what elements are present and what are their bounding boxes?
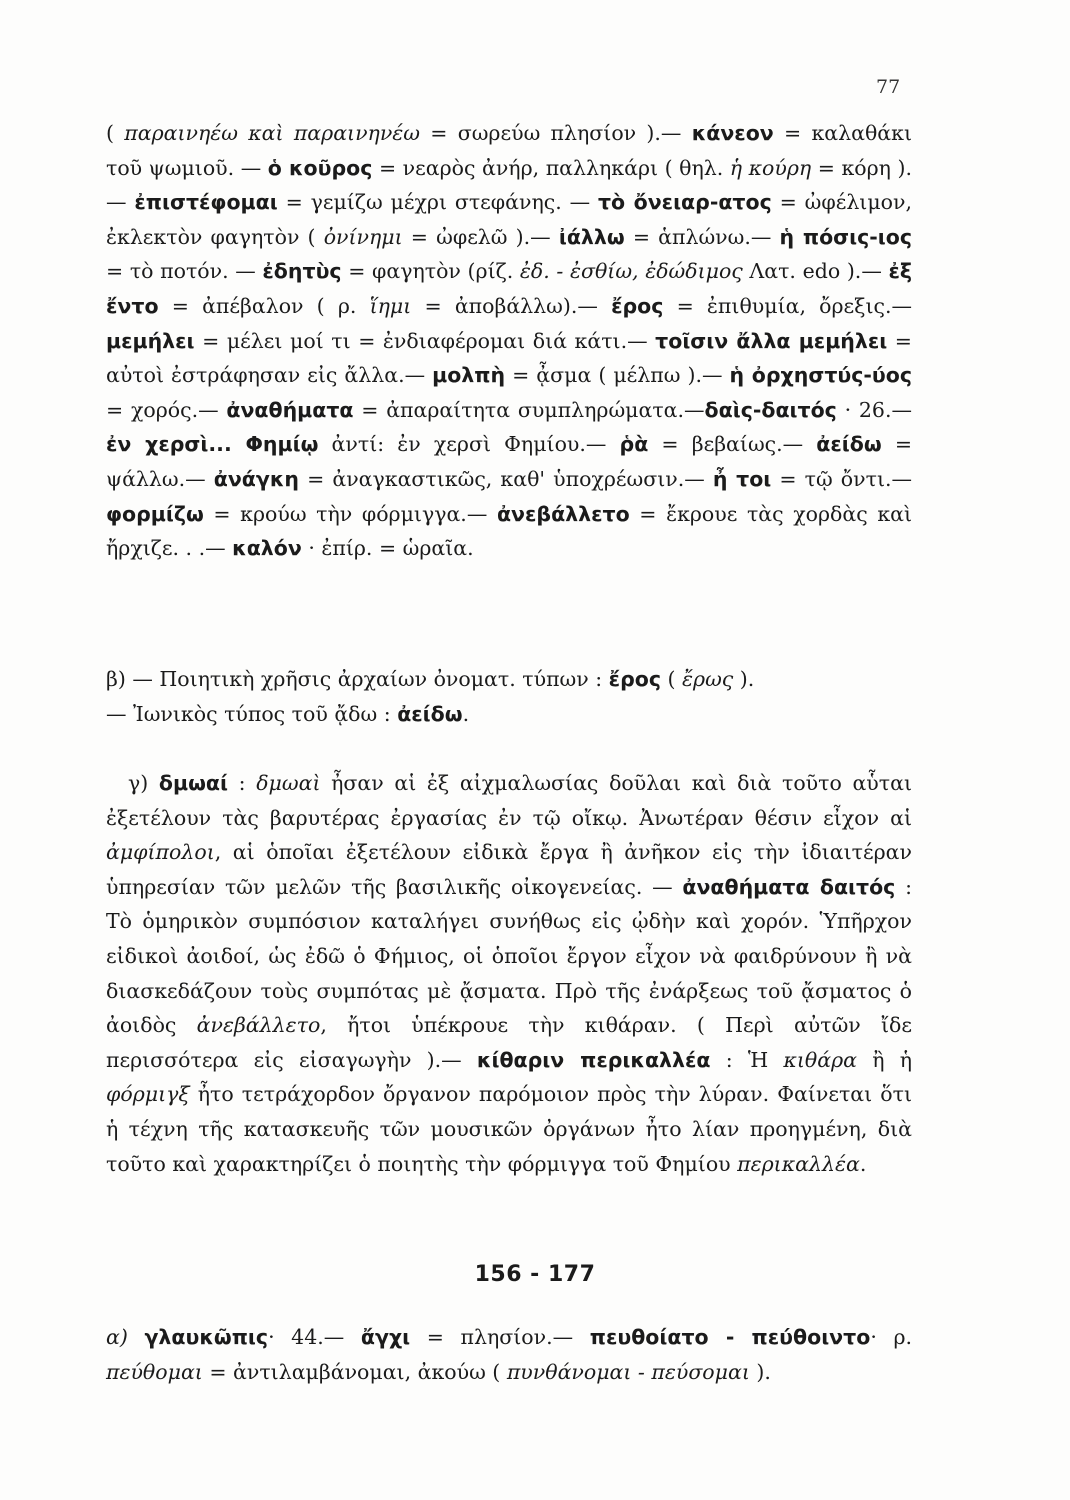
text-run: = πλησίον.—	[410, 1325, 590, 1349]
headword: τὸ ὄνειαρ-ατος	[597, 190, 772, 215]
text-run: ἢ ἡ	[856, 1047, 913, 1072]
text-run: = χορός.—	[106, 397, 227, 422]
headword: ἦ τοι	[712, 466, 772, 491]
text-run: .	[859, 1151, 867, 1176]
text-run: = ᾆσμα ( μέλπω ).—	[505, 363, 730, 388]
text-run: = ἁπλώνω.—	[624, 224, 780, 249]
headword: δμωαί	[158, 771, 228, 795]
headword: ἀείδω	[816, 432, 882, 457]
text-run: β) — Ποιητικὴ χρῆσις ἀρχαίων ὀνοματ. τύπων :	[106, 667, 609, 691]
headword: καλόν	[232, 536, 302, 561]
text-run: = μέλει μοί τι = ἐνδιαφέρομαι διά κάτι.—	[194, 328, 656, 353]
text-run: = ἀναγκαστικῶς, καθ' ὑποχρέωσιν.—	[299, 466, 713, 491]
text-run: = ἀποβάλλω).—	[411, 293, 612, 318]
headword: ἔρος	[611, 293, 664, 318]
text-run: = φαγητὸν (ρίζ.	[341, 259, 520, 284]
note-paragraph-gamma	[106, 766, 912, 1181]
italic-text: κιθάρα	[783, 1047, 857, 1072]
italic-text: πυνθάνομαι - πεύσομαι	[506, 1359, 750, 1384]
glossary-paragraph	[106, 116, 912, 566]
headword: ἐν χερσὶ... Φημίῳ	[106, 432, 319, 457]
text-run: (	[106, 121, 125, 145]
glossary-paragraph-alpha	[106, 1320, 912, 1389]
page-number: 77	[876, 76, 901, 98]
headword: ἔρος	[608, 667, 661, 691]
text-run: = κόρη ). —	[106, 155, 913, 215]
text-run: = σωρεύω πλησίον ).—	[420, 121, 692, 145]
text-run: = νεαρὸς ἀνήρ, παλληκάρι ( θηλ.	[372, 155, 730, 180]
italic-text: δμωαὶ	[256, 771, 321, 795]
headword: κίθαριν περικαλλέα	[476, 1047, 711, 1072]
italic-text: ἡ κούρη	[729, 155, 812, 180]
text-run: = τῷ ὄντι.—	[771, 466, 913, 491]
text-run: = αὐτοὶ ἐστράφησαν εἰς ἄλλα.—	[106, 328, 912, 388]
text-run: ἦτο τετράχορδον ὄργανον παρόμοιον πρὸς τὴν λύραν. Φαίνεται ὅτι ἡ τέχνη τῆς κατασκευῆς τῶν μουσικῶν ὀργάνων ἦτο λίαν προηγμένη, διὰ τοῦτο καὶ χαρακτηρίζει ὁ ποιητὴς τὴν φόρμιγγα τοῦ Φημίου	[106, 1082, 912, 1176]
headword: ἀνεβάλλετο	[496, 501, 630, 526]
headword: ἡ πόσις-ιος	[779, 224, 913, 249]
italic-text: παραινηέω καὶ παραινηνέω	[124, 121, 421, 145]
headword: μεμήλει	[106, 328, 195, 353]
italic-text: ἵημι	[369, 293, 412, 318]
text-run: = ψάλλω.—	[106, 432, 912, 491]
headword: ἀναθήματα δαιτός	[682, 874, 896, 899]
text-run: · 26.—	[836, 397, 912, 422]
headword: τοῖσιν ἄλλα μεμήλει	[655, 328, 888, 353]
headword: δαὶς-δαιτός	[704, 397, 837, 422]
headword: ἀνάγκη	[213, 466, 299, 491]
text-run: = τὸ ποτόν. —	[106, 259, 263, 284]
text-run: , αἱ ὁποῖαι ἐξετέλουν εἰδικὰ ἔργα ἢ ἀνῆκον εἰς τὴν ἰδιαιτέραν ὑπηρεσίαν τῶν μελῶν τῆς βασιλικῆς οἰκογενείας. —	[106, 840, 912, 899]
italic-text: ὀνίνημι	[323, 224, 403, 249]
text-run: ἦσαν αἱ ἐξ αἰχμαλωσίας δοῦλαι καὶ διὰ τοῦτο αὗται ἐξετέλουν τὰς βαρυτέρας ἐργασίας ἐν τῷ οἴκῳ. Ἀνωτέραν θέσιν εἶχον αἱ	[106, 771, 912, 830]
text-run: = γεμίζω μέχρι στεφάνης. —	[277, 190, 598, 215]
italic-text: πεύθομαι	[106, 1359, 203, 1384]
headword: κάνεον	[691, 121, 774, 145]
text-run: (	[661, 667, 683, 691]
headword: ἐπιστέφομαι	[134, 190, 278, 215]
note-block-beta	[106, 662, 912, 731]
text-run: · 44.—	[268, 1325, 361, 1349]
text-run: ).	[749, 1359, 771, 1384]
text-run: = βεβαίως.—	[648, 432, 817, 457]
headword: ἀείδω	[397, 701, 463, 726]
italic-text: περικαλλέα	[737, 1151, 860, 1176]
text-run: ἀντί: ἐν χερσὶ Φημίου.—	[318, 432, 620, 457]
headword: ἡ ὀρχηστύς-ύος	[729, 363, 912, 388]
text-run: : Τὸ ὁμηρικὸν συμπόσιον καταλήγει συνήθως εἰς ᾠδὴν καὶ χορόν. Ὑπῆρχον εἰδικοὶ ἀοιδοί, ὡς ἐδῶ ὁ Φήμιος, οἱ ὁποῖοι ἔργον εἶχον νὰ φαιδρύνουν ἢ νὰ διασκεδάζουν τοὺς συμπότας μὲ ᾄσματα. Πρὸ τῆς ἐνάρξεως τοῦ ᾄσματος ὁ ἀοιδὸς	[106, 874, 912, 1038]
text-run: Λατ. edo ).—	[742, 259, 889, 284]
headword: γλαυκῶπις	[144, 1325, 269, 1349]
text-run: = ἀπαραίτητα συμπληρώματα.—	[353, 397, 705, 422]
glossary-block-delta	[106, 1320, 912, 1389]
headword: ὁ κοῦρος	[267, 155, 373, 180]
headword: ἐδητὺς	[262, 259, 342, 284]
text-run: = ἀντιλαμβάνομαι, ἀκούω (	[202, 1359, 507, 1384]
note-paragraph-beta	[106, 662, 912, 731]
italic-text: ἐδ. - ἐσθίω, ἐδώδιμος	[519, 259, 743, 284]
headword: φορμίζω	[106, 501, 204, 526]
text-run: ).	[733, 667, 755, 691]
text-run: :	[227, 771, 257, 795]
headword: πευθοίατο - πεύθοιντο	[589, 1325, 871, 1349]
note-block-gamma	[106, 766, 912, 1181]
text-run: = ὠφελῶ ).—	[402, 224, 559, 249]
italic-text: ἀμφίπολοι	[106, 840, 215, 865]
text-run: = ἔκρουε τὰς χορδὰς καὶ ἤρχιζε. . .—	[106, 501, 913, 561]
text-run: : Ἡ	[710, 1047, 784, 1072]
headword: ῥὰ	[619, 432, 649, 457]
text-run: · ἐπίρ. = ὡραῖα.	[301, 536, 474, 561]
text-run: γ)	[128, 771, 159, 795]
text-run: , ἤτοι ὑπέκρουε τὴν κιθάραν. ( Περὶ αὐτῶν ἴδε περισσότερα εἰς εἰσαγωγὴν ).—	[106, 1013, 913, 1072]
text-run: · ρ.	[870, 1325, 913, 1349]
headword: ἄγχι	[360, 1325, 411, 1349]
headword: ἐξ ἔντο	[106, 259, 912, 318]
text-run: = κρούω τὴν φόρμιγγα.—	[203, 501, 497, 526]
italic-text: φόρμιγξ	[106, 1082, 190, 1107]
italic-text: α)	[106, 1325, 145, 1349]
text-run: .	[462, 701, 470, 726]
italic-text: ἔρως	[682, 667, 734, 691]
headword: ἰάλλω	[558, 224, 625, 249]
italic-text: ἀνεβάλλετο	[196, 1013, 321, 1038]
section-heading: 156 - 177	[474, 1262, 596, 1287]
text-run: = ἐπιθυμία, ὄρεξις.—	[663, 293, 912, 318]
text-run: — Ἰωνικὸς τύπος τοῦ ᾄδω :	[106, 701, 398, 726]
text-run: = ὠφέλιμον, ἐκλεκτὸν φαγητὸν (	[106, 190, 912, 249]
glossary-block-alpha	[106, 116, 912, 566]
text-run: = καλαθάκι τοῦ ψωμιοῦ. —	[106, 121, 913, 180]
headword: μολπὴ	[432, 363, 506, 388]
headword: ἀναθήματα	[226, 397, 354, 422]
text-run: = ἀπέβαλον ( ρ.	[158, 293, 370, 318]
